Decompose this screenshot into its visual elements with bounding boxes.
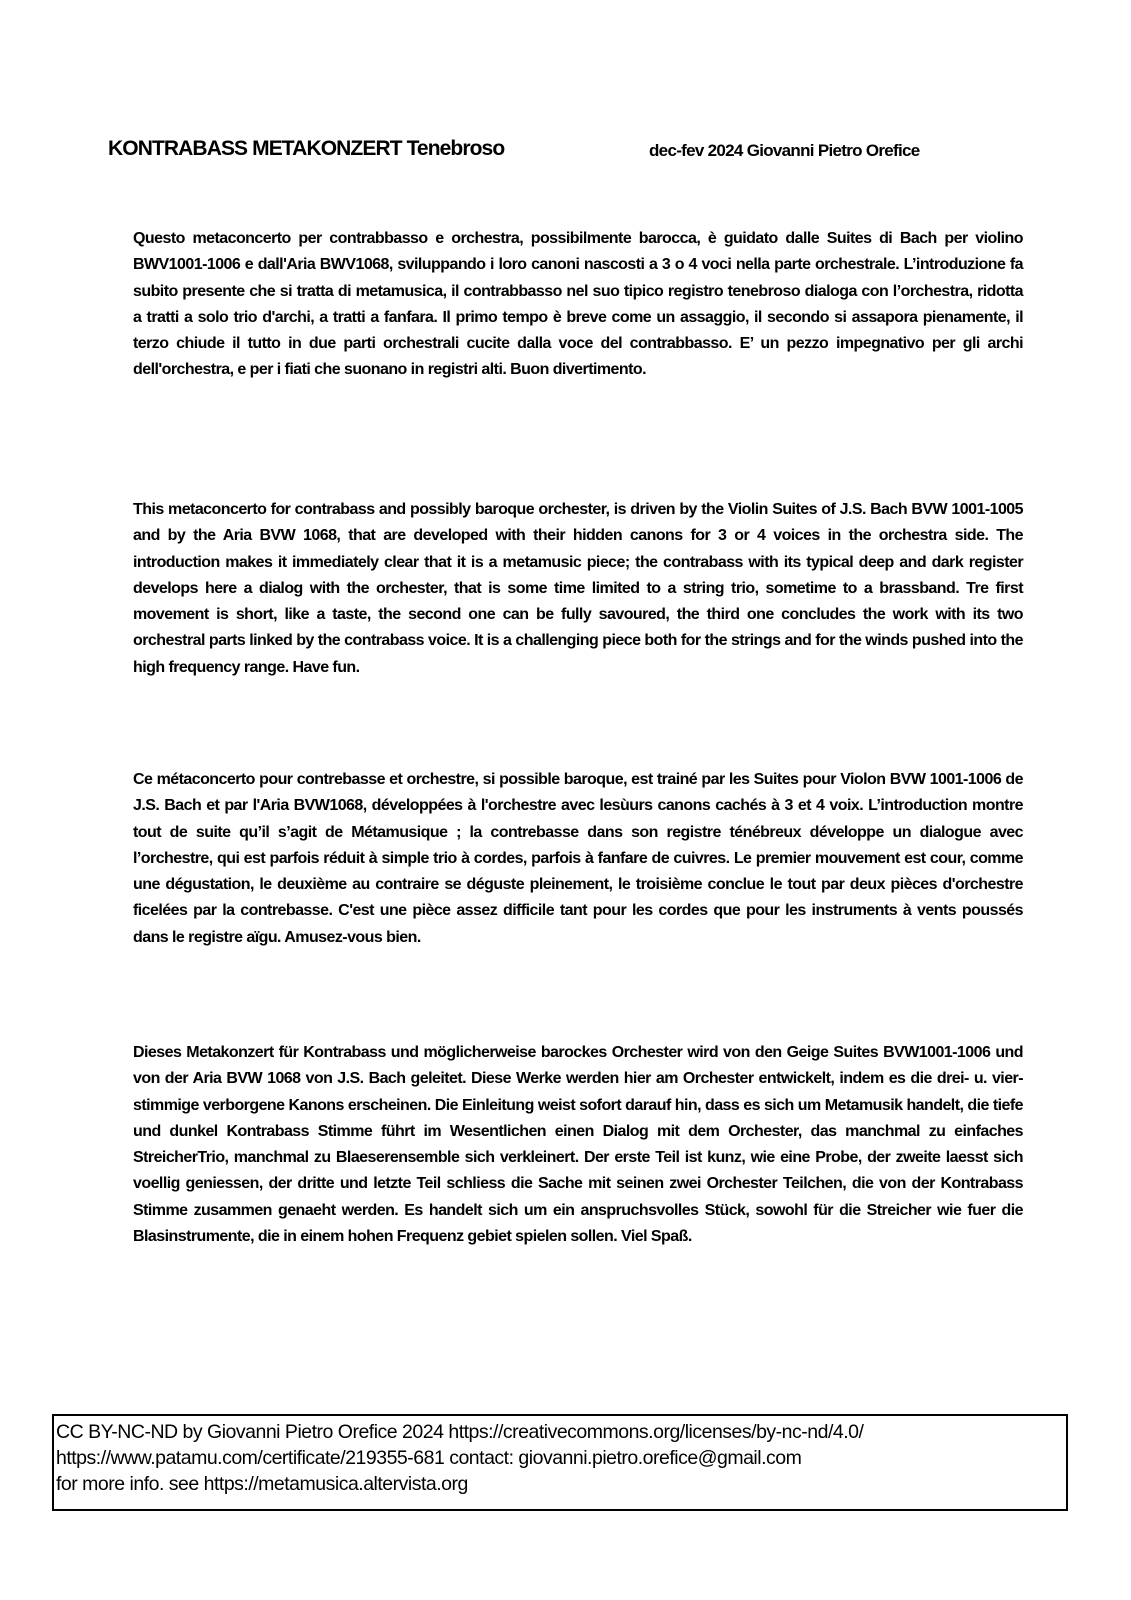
license-line-cc[interactable]: CC BY-NC-ND by Giovanni Pietro Orefice 2024 https://creativecommons.org/licenses/by-nc-nd/4.0/ [56, 1421, 864, 1443]
document-date-author: dec-fev 2024 Giovanni Pietro Orefice [649, 141, 920, 160]
paragraph-french: Ce métaconcerto pour contrebasse et orchestre, si possible baroque, est trainé par les Suites pour Violon BVW 1001-1006 de J.S. Bach et par l'Aria BVW1068, développées à l'orchestre avec lesùurs canons cachés à 3 et 4 voix. L’introduction montre tout de suite qu’il s’agit de Métamusique ; la contrebasse dans son registre ténébreux développe un dialogue avec l’orchestre, qui est parfois réduit à simple trio à cordes, parfois à fanfare de cuivres. Le premier mouvement est cour, comme une dégustation, le deuxième au contraire se déguste pleinement, le troisième conclue le tout par deux pièces d'orchestre ficelées par la contrebasse. C'est une pièce assez difficile tant pour les cordes que pour les instruments à vents poussés dans le registre aïgu. Amusez-vous bien. [133, 771, 1023, 946]
document-title: KONTRABASS METAKONZERT Tenebroso [108, 137, 505, 160]
paragraph-italian: Questo metaconcerto per contrabbasso e orchestra, possibilmente barocca, è guidato dalle Suites di Bach per violino BWV1001-1006 e dall'Aria BWV1068, sviluppando i loro canoni nascosti a 3 o 4 voci nella parte orchestrale. L’introduzione fa subito presente che si tratta di metamusica, il contrabbasso nel suo tipico registro tenebroso dialoga con l’orchestra, ridotta a tratti a solo trio d'archi, a tratti a fanfara. Il primo tempo è breve come un assaggio, il secondo si assapora pienamente, il terzo chiude il tutto in due parti orchestrali cucite dalla voce del contrabbasso. E’ un pezzo impegnativo per gli archi dell'orchestra, e per i fiati che suonano in registri alti. Buon divertimento. [133, 230, 1023, 379]
paragraph-german: Dieses Metakonzert für Kontrabass und möglicherweise barockes Orchester wird von den Geige Suites BVW1001-1006 und von der Aria BVW 1068 von J.S. Bach geleitet. Diese Werke werden hier am Orchester entwickelt, indem es die drei- u. vier-stimmige verborgene Kanons erscheinen. Die Einleitung weist sofort darauf hin, dass es sich um Metamusik handelt, die tiefe und dunkel Kontrabass Stimme führt im Wesentlichen einen Dialog mit dem Orchester, das manchmal zu einfaches StreicherTrio, manchmal zu Blaeserensemble sich verkleinert. Der erste Teil ist kunz, wie eine Probe, der zweite laesst sich voellig geniessen, der dritte und letzte Teil schliess die Sache mit seinen zwei Orchester Teilchen, die von der Kontrabass Stimme zusammen genaeht werden. Es handelt sich um ein anspruchsvolles Stück, sowohl für die Streicher wie fuer die Blasinstrumente, die in einem hohen Frequenz gebiet spielen sollen. Viel Spaß. [133, 1044, 1023, 1246]
license-box [52, 1414, 1068, 1511]
license-line-more-info[interactable]: for more info. see https://metamusica.altervista.org [56, 1473, 468, 1495]
paragraph-english: This metaconcerto for contrabass and possibly baroque orchester, is driven by the Violin Suites of J.S. Bach BVW 1001-1005 and by the Aria BVW 1068, that are developed with their hidden canons for 3 or 4 voices in the orchestra side. The introduction makes it immediately clear that it is a metamusic piece; the contrabass with its typical deep and dark register develops here a dialog with the orchester, that is some time limited to a string trio, sometime to a brassband. Tre first movement is short, like a taste, the second one can be fully savoured, the third one concludes the work with its two orchestral parts linked by the contrabass voice. It is a challenging piece both for the strings and for the winds pushed into the high frequency range. Have fun. [133, 501, 1023, 676]
license-line-certificate-contact[interactable]: https://www.patamu.com/certificate/219355-681 contact: giovanni.pietro.orefice@gmail.com [56, 1447, 802, 1469]
title-row [108, 137, 988, 167]
